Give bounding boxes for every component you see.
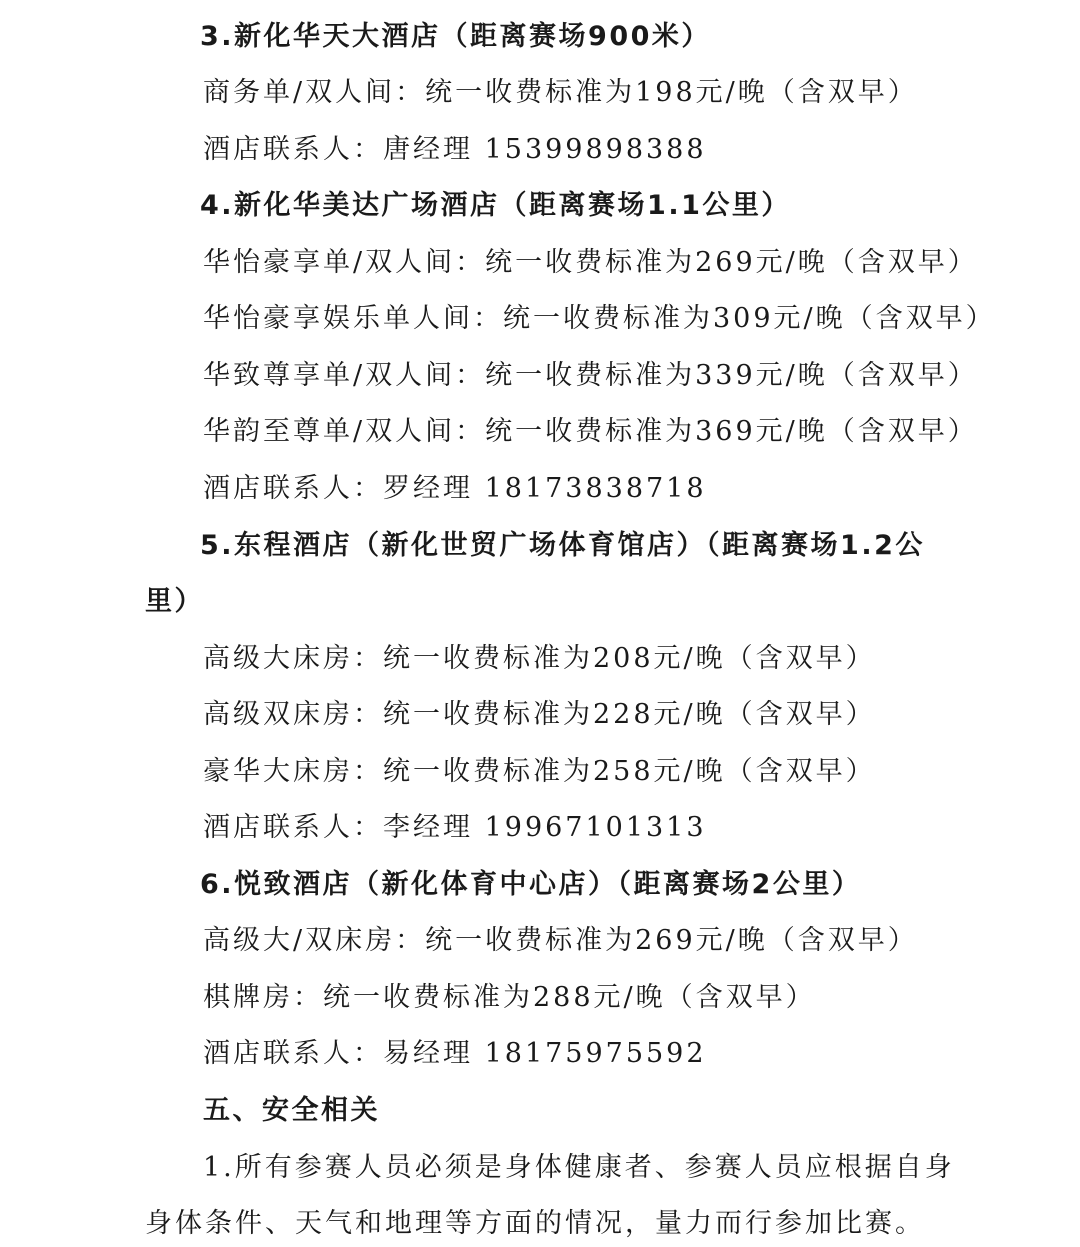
safety-heading: 五、安全相关 [203,1095,380,1126]
hotel-5-rate-3: 豪华大床房：统一收费标准为258元/晚（含双早） [203,756,876,787]
hotel-6-rate-1: 高级大/双床房：统一收费标准为269元/晚（含双早） [203,925,918,956]
hotel-6-contact: 酒店联系人：易经理 18175975592 [203,1038,707,1069]
hotel-4-contact: 酒店联系人：罗经理 18173838718 [203,473,707,504]
hotel-5-rate-2: 高级双床房：统一收费标准为228元/晚（含双早） [203,699,876,730]
hotel-3-contact: 酒店联系人：唐经理 15399898388 [203,134,707,165]
hotel-6-title: 6.悦致酒店（新化体育中心店）（距离赛场2公里） [200,869,862,900]
safety-para1-line2: 身体条件、天气和地理等方面的情况，量力而行参加比赛。 [145,1208,925,1239]
hotel-4-rate-1: 华怡豪享单/双人间：统一收费标准为269元/晚（含双早） [203,247,978,278]
hotel-4-rate-3: 华致尊享单/双人间：统一收费标准为339元/晚（含双早） [203,360,978,391]
hotel-4-title: 4.新化华美达广场酒店（距离赛场1.1公里） [200,190,791,221]
hotel-5-contact: 酒店联系人：李经理 19967101313 [203,812,707,843]
hotel-3-rate-1: 商务单/双人间：统一收费标准为198元/晚（含双早） [203,77,918,108]
safety-para1-line1: 1.所有参赛人员必须是身体健康者、参赛人员应根据自身 [203,1152,955,1183]
hotel-6-rate-2: 棋牌房：统一收费标准为288元/晚（含双早） [203,982,816,1013]
hotel-5-title-line1: 5.东程酒店（新化世贸广场体育馆店）（距离赛场1.2公 [200,530,925,561]
hotel-3-title: 3.新化华天大酒店（距离赛场900米） [200,21,711,52]
hotel-4-rate-2: 华怡豪享娱乐单人间：统一收费标准为309元/晚（含双早） [203,303,996,334]
hotel-5-rate-1: 高级大床房：统一收费标准为208元/晚（含双早） [203,643,876,674]
hotel-4-rate-4: 华韵至尊单/双人间：统一收费标准为369元/晚（含双早） [203,416,978,447]
hotel-5-title-line2: 里） [145,586,204,617]
